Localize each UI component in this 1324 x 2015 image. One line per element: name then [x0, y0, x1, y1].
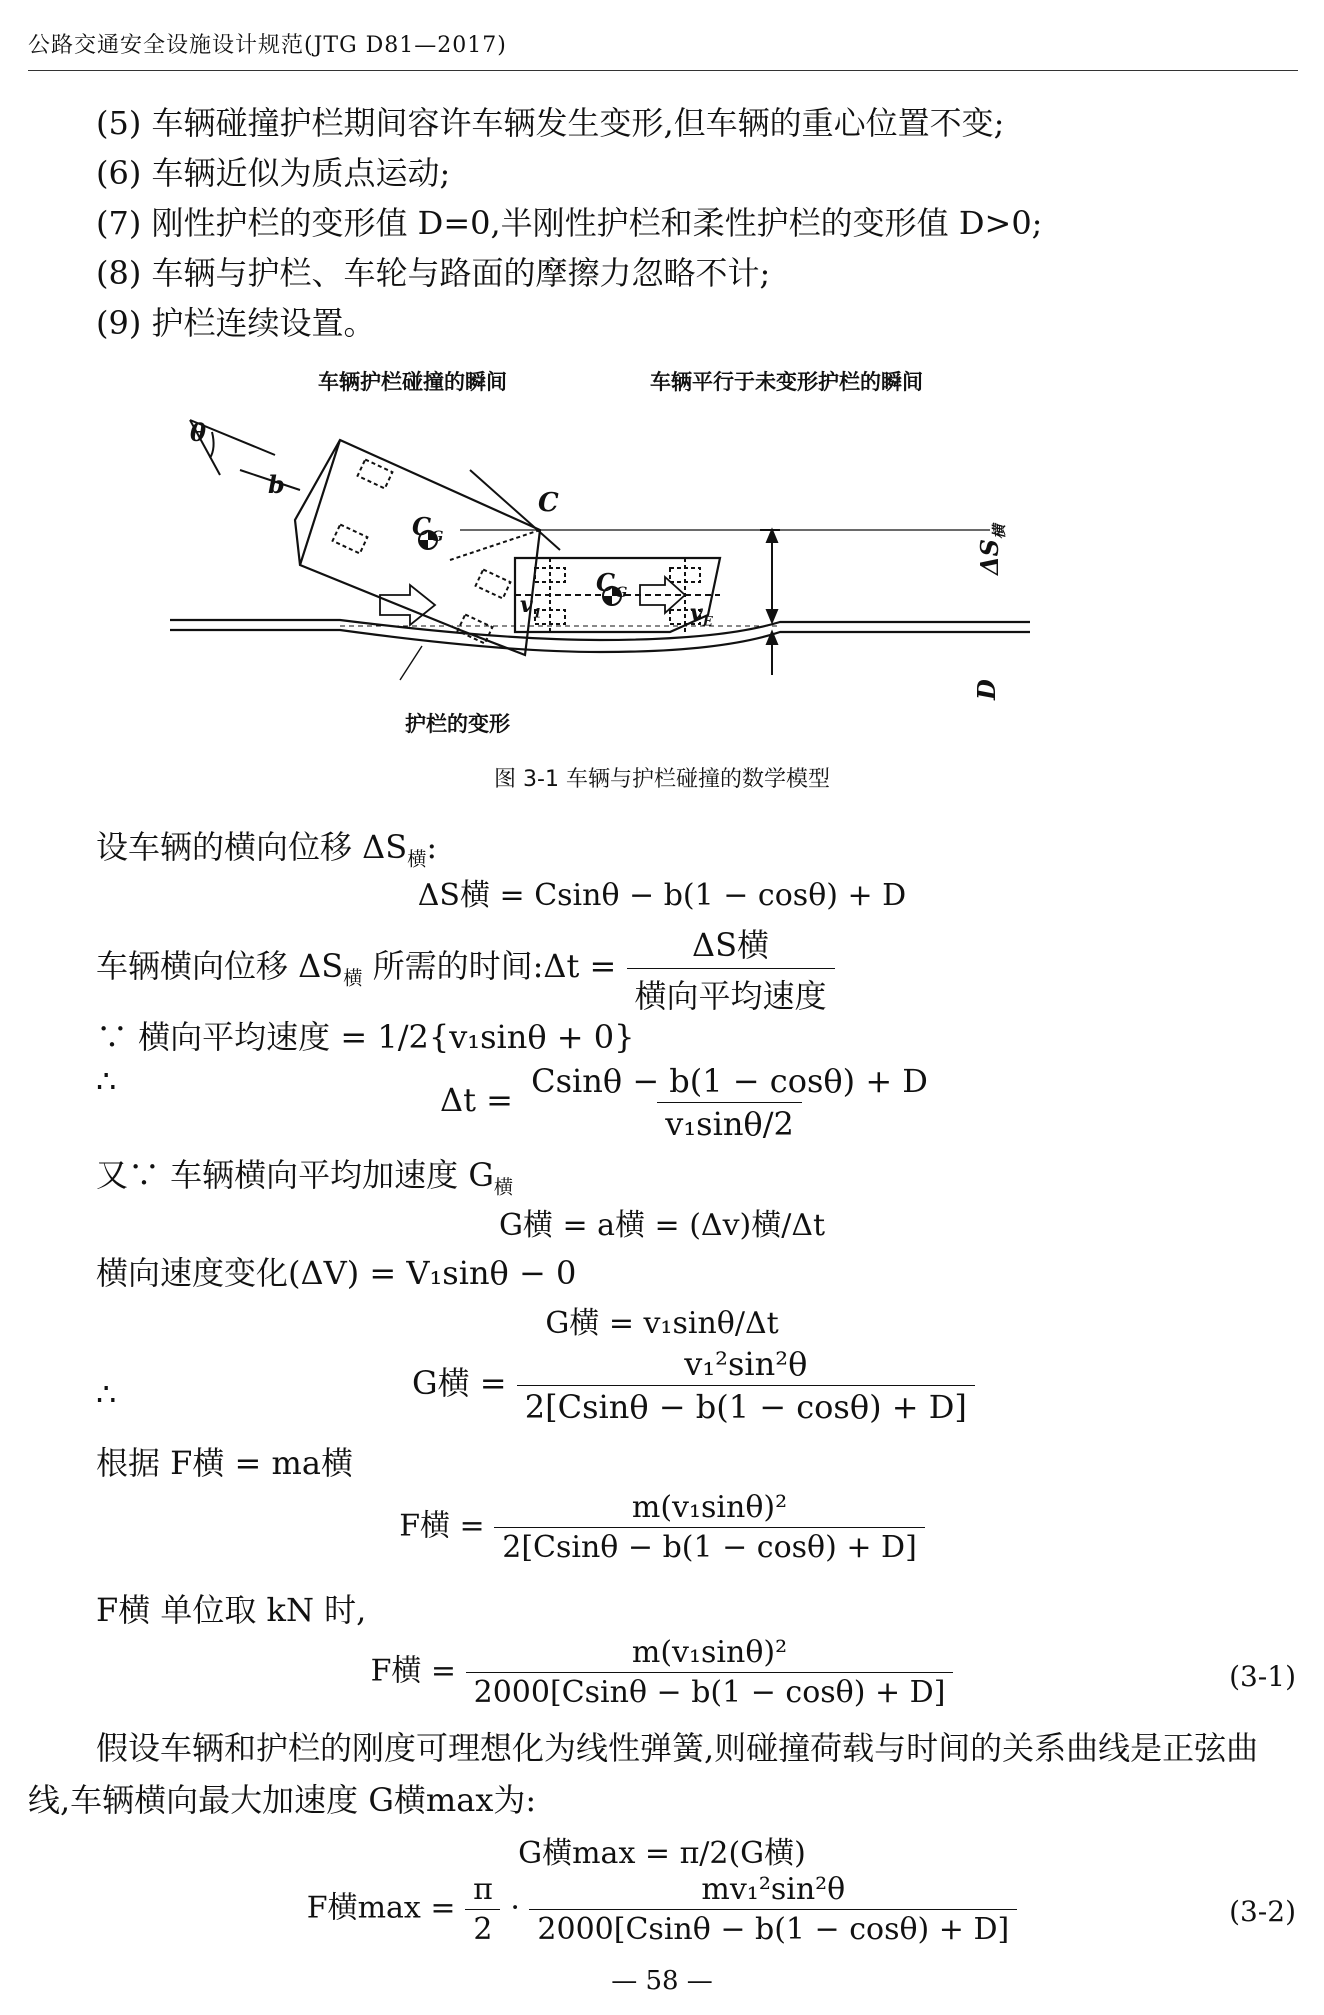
therefore-symbol: ∴ [96, 1062, 117, 1100]
fraction-time [627, 920, 835, 1017]
figure-label-right: 车辆平行于未变形护栏的瞬间 [650, 370, 923, 394]
text-acceleration [96, 1150, 513, 1199]
c-guide [450, 530, 540, 560]
figure-caption: 图 3-1 车辆与护栏碰撞的数学模型 [494, 767, 830, 792]
cg-sub: G [615, 583, 628, 601]
t2-sub: 横 [343, 966, 363, 990]
multiply-dot: · [510, 1890, 520, 1926]
running-header: 公路交通安全设施设计规范(JTG D81—2017) [28, 33, 507, 58]
assumption-7 [96, 198, 1042, 244]
fraction-numerator: v₁²sin²θ [684, 1345, 808, 1383]
fraction-f-kn [466, 1635, 954, 1710]
label-v1 [520, 592, 542, 621]
text-newton: 根据 F横 = ma横 [96, 1444, 353, 1482]
collision-diagram [160, 390, 1160, 770]
fraction-numerator: m(v₁sinθ)² [631, 1490, 788, 1525]
label-delta-s [975, 525, 1009, 575]
fraction-denominator: 2[Csinθ − b(1 − cosθ) + D] [517, 1385, 975, 1426]
fraction-numerator: ΔS横 [691, 926, 770, 964]
t5-main: 又∵ 车辆横向平均加速度 G [96, 1156, 494, 1194]
label-ve [690, 600, 713, 629]
assumption-text: 车辆与护栏、车轮与路面的摩擦力忽略不计; [151, 254, 771, 292]
g-expr [412, 1345, 975, 1426]
fraction-g [517, 1345, 975, 1426]
ds-arrow-bottom [767, 610, 777, 622]
text-time [96, 920, 835, 1017]
f-label: F横 = [399, 1508, 485, 1544]
t1-end: : [426, 828, 438, 866]
v1-sub: 1 [532, 606, 542, 622]
fraction-pi-over-2 [465, 1872, 501, 1947]
equation-number-3-1: (3-1) [1229, 1660, 1296, 1693]
g-label: G横 = [412, 1364, 507, 1402]
t2-rest: 所需的时间:Δt = [362, 947, 617, 985]
t5-sub: 横 [493, 1175, 514, 1199]
equation-delta-s: ΔS横 = Csinθ − b(1 − cosθ) + D [417, 878, 907, 913]
assumption-text: 护栏连续设置。 [151, 304, 376, 342]
ve-main: v [690, 600, 703, 626]
fraction-f [494, 1490, 925, 1565]
equation-number-3-2: (3-2) [1229, 1895, 1296, 1928]
equation-3-1 [0, 1635, 1324, 1710]
deform-leader [400, 646, 422, 680]
label-deformation: 护栏的变形 [405, 712, 510, 736]
assumption-9 [96, 298, 376, 344]
delta-t-expr [440, 1062, 936, 1143]
label-b: b [268, 470, 285, 499]
f-label: F横 = [370, 1653, 457, 1689]
fraction-delta-t [523, 1062, 936, 1143]
assumption-number: (8) [96, 254, 142, 292]
label-cg-right [596, 568, 627, 601]
assumption-number: (5) [96, 104, 142, 142]
label-theta: θ [190, 418, 207, 447]
fraction-denominator: 2000[Csinθ − b(1 − cosθ) + D] [529, 1909, 1017, 1947]
assumption-8 [96, 248, 770, 294]
fraction-denominator: 横向平均速度 [627, 968, 835, 1017]
equation-g-max: G横max = π/2(G横) [518, 1836, 806, 1871]
wheel-4 [458, 615, 493, 644]
text-lateral-displacement [96, 822, 437, 871]
ds-sub: 横 [990, 524, 1008, 540]
figure-label-left: 车辆护栏碰撞的瞬间 [318, 370, 507, 394]
fraction-denominator: v₁sinθ/2 [657, 1102, 802, 1143]
equation-3-2 [0, 1872, 1324, 1947]
assumption-text: 车辆碰撞护栏期间容许车辆发生变形,但车辆的重心位置不变; [151, 104, 1005, 142]
page-number: — 58 — [611, 1966, 713, 1996]
equation-g-v: G横 = v₁sinθ/Δt [545, 1306, 779, 1341]
assumption-text: 车辆近似为质点运动; [151, 154, 451, 192]
vehicle-left-body [295, 440, 540, 655]
assumption-number: (9) [96, 304, 142, 342]
cg-main: C [596, 568, 616, 597]
delta-t-label: Δt = [440, 1081, 513, 1119]
v1-main: v [520, 592, 533, 618]
theta-arc [210, 432, 214, 458]
equation-delta-t [96, 1062, 1196, 1143]
fraction-numerator: m(v₁sinθ)² [631, 1635, 788, 1670]
equation-f [0, 1490, 1324, 1565]
header-rule [28, 70, 1298, 71]
assumption-number: (6) [96, 154, 142, 192]
label-d: D [972, 679, 1001, 700]
ve-sub: E [702, 614, 713, 630]
assumption-text: 刚性护栏的变形值 D=0,半刚性护栏和柔性护栏的变形值 D>0; [151, 204, 1043, 242]
text-unit-kn: F横 单位取 kN 时, [96, 1591, 367, 1629]
label-c: C [538, 488, 559, 518]
assumption-5 [96, 98, 1004, 144]
cg-sub: G [431, 527, 444, 545]
text-avg-speed: ∵ 横向平均速度 = 1/2{v₁sinθ + 0} [96, 1018, 635, 1056]
fraction-denominator: 2 [465, 1909, 500, 1947]
t1-main: 设车辆的横向位移 ΔS [96, 828, 408, 866]
therefore-symbol: ∴ [96, 1375, 117, 1413]
ds-arrow-top [767, 530, 777, 542]
equation-g-a: G横 = a横 = (Δv)横/Δt [498, 1208, 826, 1243]
fraction-denominator: 2000[Csinθ − b(1 − cosθ) + D] [466, 1672, 954, 1710]
f-max-label: F横max = [306, 1890, 456, 1926]
paragraph-sine-assumption: 假设车辆和护栏的刚度可理想化为线性弹簧,则碰撞荷载与时间的关系曲线是正弦曲线,车辆横向最大加速度 G横max为: [28, 1729, 1259, 1819]
ds-main: ΔS [975, 539, 1004, 575]
fraction-numerator: Csinθ − b(1 − cosθ) + D [531, 1062, 928, 1100]
wheel-1 [358, 460, 393, 489]
fraction-f-max [529, 1872, 1017, 1947]
velocity-arrow-left [380, 585, 435, 625]
fraction-numerator: mv₁²sin²θ [701, 1872, 846, 1907]
t2-main: 车辆横向位移 ΔS [96, 947, 344, 985]
t1-sub: 横 [407, 847, 427, 871]
cg-main: C [412, 512, 432, 541]
wheel-3 [476, 570, 511, 599]
assumption-number: (7) [96, 204, 142, 242]
wheel-2 [333, 525, 368, 554]
assumption-6 [96, 148, 450, 194]
fraction-numerator: π [473, 1872, 493, 1907]
fraction-denominator: 2[Csinθ − b(1 − cosθ) + D] [494, 1527, 925, 1565]
text-speed-change: 横向速度变化(ΔV) = V₁sinθ − 0 [96, 1254, 577, 1292]
label-cg-left [412, 512, 443, 545]
